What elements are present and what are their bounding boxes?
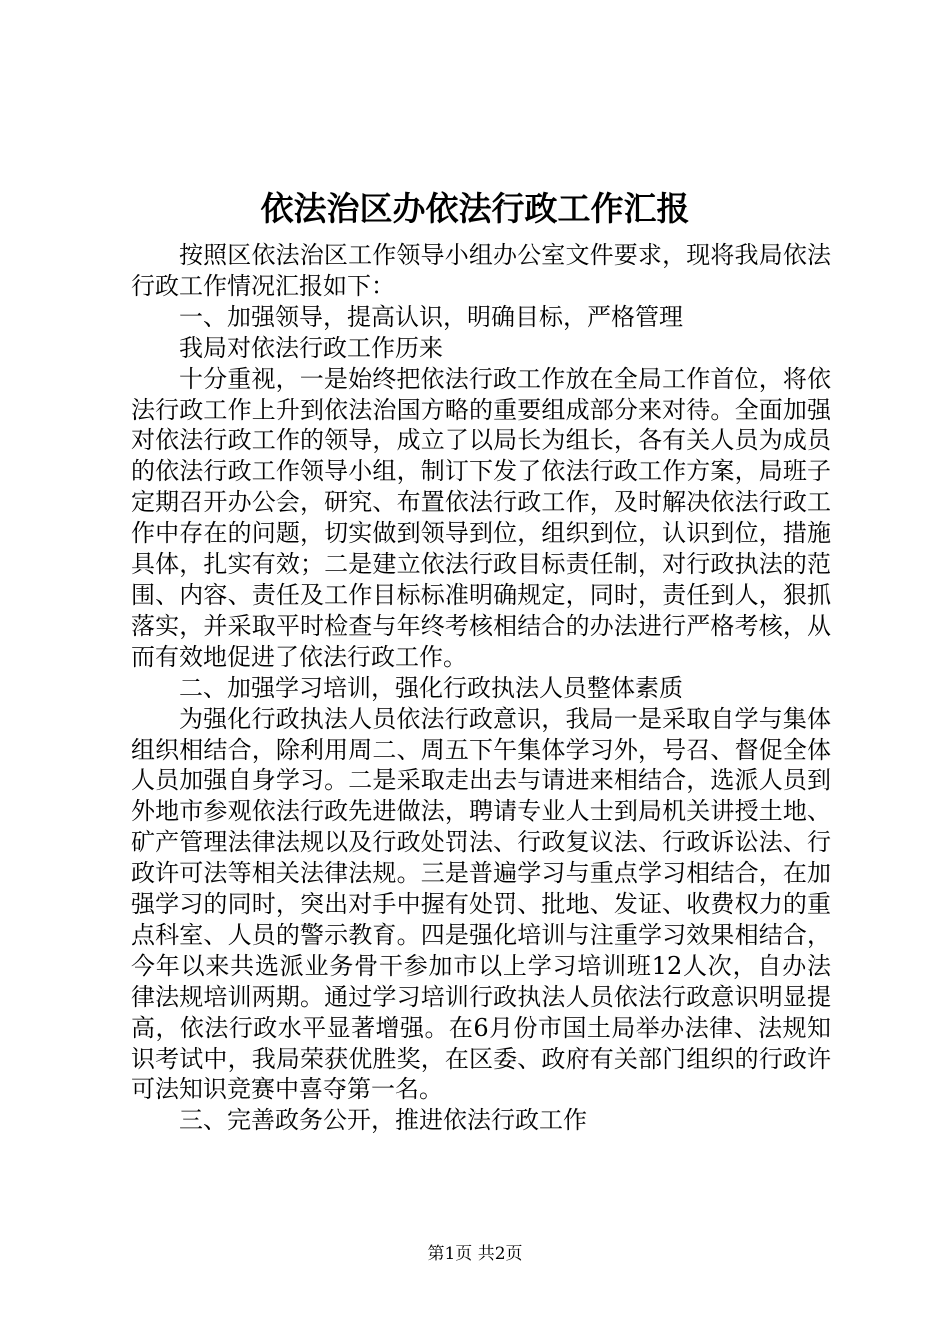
document-body — [131, 240, 831, 1136]
document-title: 依法治区办依法行政工作汇报 — [260, 189, 690, 228]
intro-paragraph: 按照区依法治区工作领导小组办公室文件要求，现将我局依法行政工作情况汇报如下： — [131, 241, 831, 300]
section-1-paragraph: 十分重视，一是始终把依法行政工作放在全局工作首位，将依法行政工作上升到依法治国方略的重要组成部分来对待。全面加强对依法行政工作的领导，成立了以局长为组长，各有关人员为成员的依法行政工作领导小组，制订下发了依法行政工作方案，局班子定期召开办公会，研究、布置依法行政工作，及时解决依法行政工作中存在的问题，切实做到领导到位，组织到位，认识到位，措施具体，扎实有效；二是建立依法行政目标责任制，对行政执法的范围、内容、责任及工作目标标准明确规定，同时，责任到人，狠抓落实，并采取平时检查与年终考核相结合的办法进行严格考核，从而有效地促进了依法行政工作。 — [131, 364, 831, 671]
section-heading-3: 三、完善政务公开，推进依法行政工作 — [179, 1106, 587, 1135]
section-heading-1: 一、加强领导，提高认识，明确目标，严格管理 — [179, 302, 683, 331]
section-2-paragraph: 为强化行政执法人员依法行政意识，我局一是采取自学与集体组织相结合，除利用周二、周五下午集体学习外，号召、督促全体人员加强自身学习。二是采取走出去与请进来相结合，选派人员到外地市参观依法行政先进做法，聘请专业人士到局机关讲授土地、矿产管理法律法规以及行政处罚法、行政复议法、行政诉讼法、行政许可法等相关法律法规。三是普遍学习与重点学习相结合，在加强学习的同时，突出对手中握有处罚、批地、发证、收费权力的重点科室、人员的警示教育。四是强化培训与注重学习效果相结合，今年以来共选派业务骨干参加市以上学习培训班12人次，自办法律法规培训两期。通过学习培训行政执法人员依法行政意识明显提高，依法行政水平显著增强。在6月份市国土局举办法律、法规知识考试中，我局荣获优胜奖，在区委、政府有关部门组织的行政许可法知识竞赛中喜夺第一名。 — [131, 704, 831, 1104]
page-number-footer: 第1页 共2页 — [427, 1244, 523, 1264]
section-1-lead: 我局对依法行政工作历来 — [179, 333, 443, 362]
section-heading-2: 二、加强学习培训，强化行政执法人员整体素质 — [179, 673, 683, 702]
